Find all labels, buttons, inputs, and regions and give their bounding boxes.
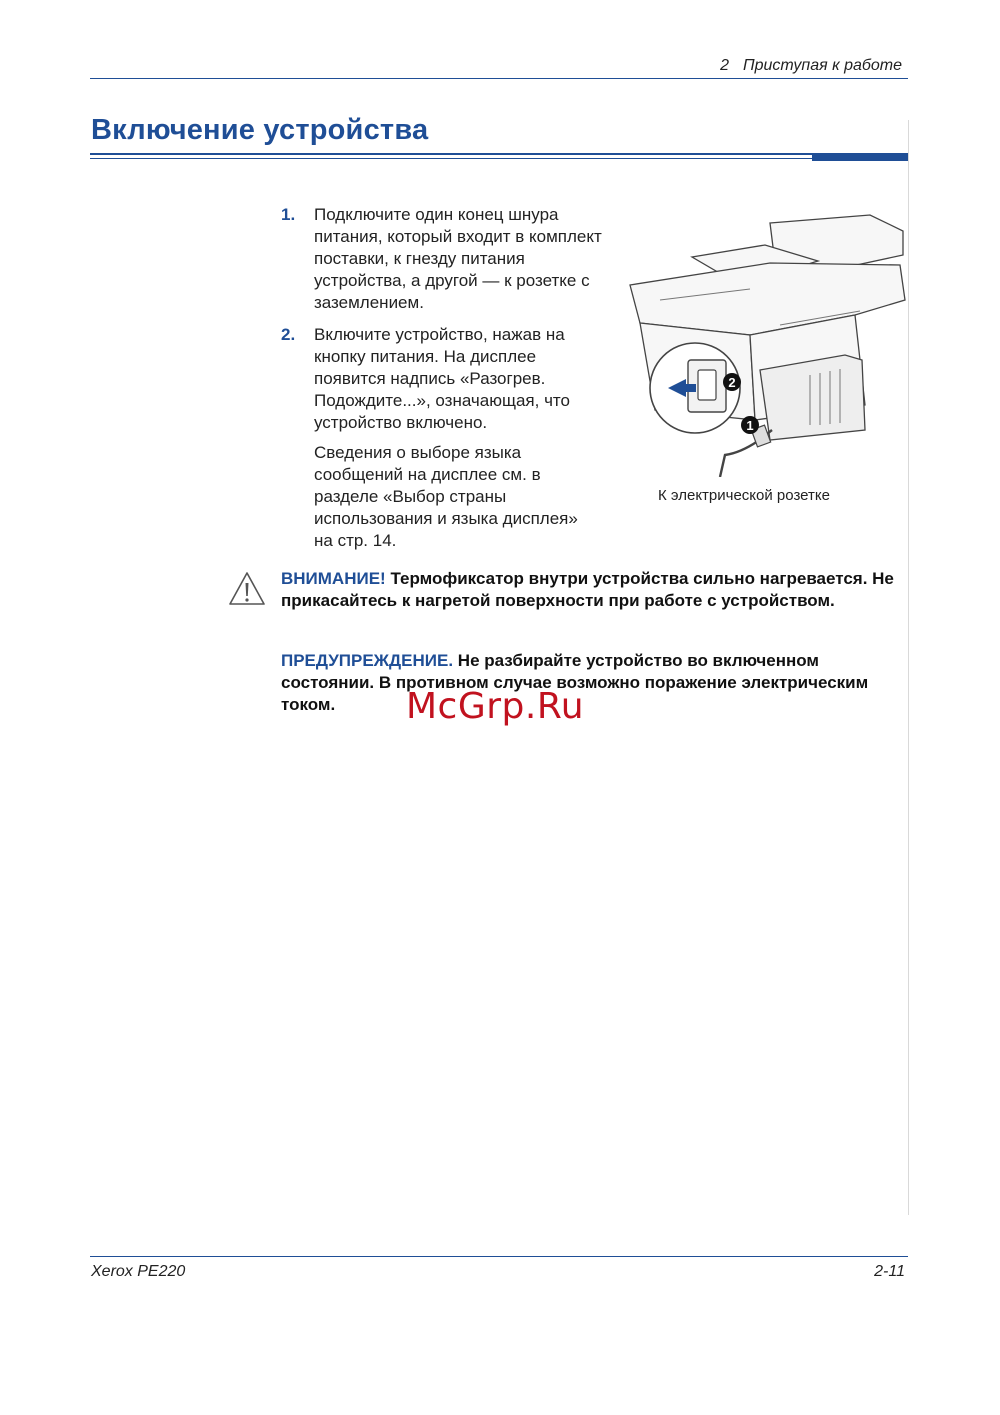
caution-note (281, 568, 911, 612)
step-1 (281, 204, 611, 314)
warning-label: ПРЕДУПРЕЖДЕНИЕ. (281, 651, 454, 670)
printer-power-illustration (620, 205, 910, 477)
title-rule-thin (90, 158, 908, 159)
printer-drawing (620, 205, 910, 477)
chapter-number: 2 (720, 57, 730, 74)
callout-1: 1 (746, 418, 754, 433)
watermark: McGrp.Ru (406, 686, 585, 727)
warning-text: Не разбирайте устройство во включенном состоянии. В противном случае возможно поражение электрическим током. (281, 651, 869, 714)
warning-note (281, 650, 911, 716)
language-note: Сведения о выборе языка сообщений на дисплее см. в разделе «Выбор страны использования и языка дисплея» на стр. 14. (314, 443, 578, 550)
caution-text: Термофиксатор внутри устройства сильно нагревается. Не прикасайтесь к нагретой поверхности при работе с устройством. (281, 569, 894, 610)
footer-divider (90, 1256, 908, 1257)
step-2-text: Включите устройство, нажав на кнопку питания. На дисплее появится надпись «Разогрев. Подождите...», означающая, что устройство включено. (314, 325, 570, 432)
running-header (640, 57, 902, 75)
section-title: Включение устройства (91, 114, 429, 146)
caution-label: ВНИМАНИЕ! (281, 569, 386, 588)
step-2 (281, 324, 611, 434)
title-accent-tab (812, 155, 908, 161)
step-2-number: 2. (281, 325, 296, 344)
header-divider (90, 78, 908, 79)
footer-page-number: 2-11 (874, 1263, 905, 1280)
callout-2: 2 (728, 375, 736, 390)
figure-caption: К электрической розетке (658, 487, 830, 504)
warning-triangle-icon (227, 570, 267, 608)
title-rule (90, 153, 908, 155)
footer-product: Xerox PE220 (91, 1263, 186, 1280)
step-1-number: 1. (281, 205, 296, 224)
chapter-title: Приступая к работе (743, 57, 902, 74)
step-1-text: Подключите один конец шнура питания, который входит в комплект поставки, к гнезду питания устройства, а другой — к розетке с заземлением. (314, 205, 602, 312)
